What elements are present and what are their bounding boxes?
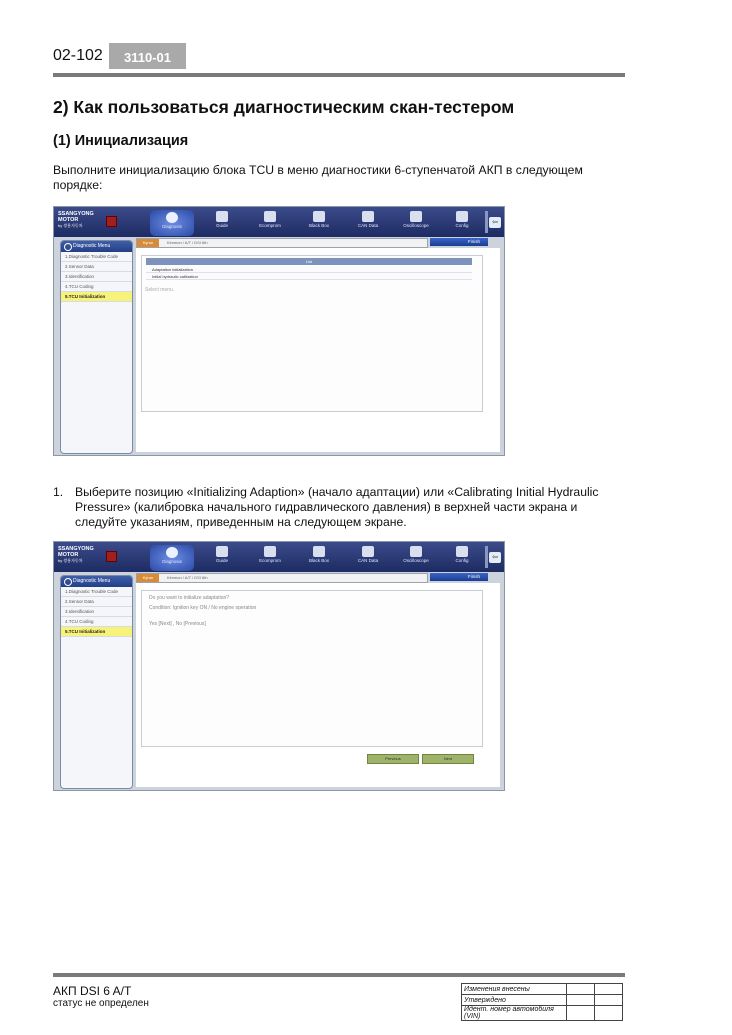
stethoscope-icon [166,547,178,558]
diagnostic-menu-header: Diagnostic Menu [61,576,132,587]
menu-item-identification[interactable]: 3.Identification [61,607,132,617]
diamond-icon [216,211,228,222]
scan-tool-screenshot-confirm [53,541,505,791]
nav-guide[interactable]: Guide [200,209,244,235]
brand-badge-icon [106,551,117,562]
diagnostic-menu-panel [60,240,133,454]
list-header: List [146,258,472,265]
nav-oscilloscope[interactable]: Oscilloscope [394,544,438,570]
app-toolbar [54,542,504,572]
revision-approved-label: Утверждено [462,995,567,1006]
menu-item-dtc[interactable]: 1.Diagnostic Trouble Code [61,587,132,597]
menu-item-tcu-coding[interactable]: 4.TCU Coding [61,617,132,627]
toolbar-scroll-tab[interactable] [485,211,488,233]
brand-badge-icon [106,216,117,227]
stethoscope-icon [166,212,178,223]
vehicle-tag[interactable]: Kyron [137,239,159,247]
ssangyong-logo: SSANGYONG MOTOR by 쌍용자동차 [58,211,94,228]
next-button[interactable]: Next [422,754,474,764]
page-subheading: (1) Инициализация [53,133,189,149]
nav-config[interactable]: Config [440,544,484,570]
page-number: 02-102 [53,47,103,64]
diamond-icon [216,546,228,557]
scan-tool-screenshot-list [53,206,505,456]
vehicle-path: Kimmon / A/T / DSI 6th [167,240,208,245]
answer-hint: Yes [Next] , No [Previous] [149,621,206,627]
finish-button[interactable]: Finish [430,238,488,246]
oscilloscope-icon [410,546,422,557]
footer-rule [53,973,625,977]
config-icon [456,546,468,557]
menu-item-tcu-initialization[interactable]: 5.TCU Initialization [61,627,132,637]
page-heading: 2) Как пользоваться диагностическим скан-тестером [53,97,515,117]
nav-black-box[interactable]: Black Box [297,544,341,570]
list-item-hydraulic[interactable]: Initial hydraulic calibration [146,273,472,280]
nav-diagnosis[interactable]: Diagnosis [150,545,194,571]
nav-can-data[interactable]: CAN Data [346,209,390,235]
vehicle-path-bar [136,573,428,583]
nav-can-data[interactable]: CAN Data [346,544,390,570]
select-menu-hint: Select menu. [145,287,175,293]
nav-black-box[interactable]: Black Box [297,209,341,235]
menu-circle-icon [64,243,72,251]
nav-ecomprom[interactable]: Ecomprom [248,544,292,570]
list-item-adaptation[interactable]: Adaptation initialization [146,266,472,273]
exit-icon[interactable]: ⇦ [489,552,501,563]
ssangyong-logo: SSANGYONG MOTOR by 쌍용자동차 [58,546,94,563]
config-icon [456,211,468,222]
menu-circle-icon [64,578,72,586]
previous-button[interactable]: Previous [367,754,419,764]
menu-item-sensor-data[interactable]: 2.Sensor Data [61,597,132,607]
oscilloscope-icon [410,211,422,222]
finish-button[interactable]: Finish [430,573,488,581]
revision-vin-label: Идент. номер автомобиля (VIN) [462,1006,567,1021]
header-rule [53,73,625,77]
question-text: Do you want to initialize adaptation? [149,595,230,601]
footer-title: АКП DSI 6 A/T [53,984,132,998]
step-number: 1. [53,485,64,499]
nav-ecomprom[interactable]: Ecomprom [248,209,292,235]
menu-item-tcu-initialization[interactable]: 5.TCU Initialization [61,292,132,302]
monitor-icon [264,211,276,222]
section-code-badge: 3110-01 [109,43,186,69]
blackbox-icon [313,211,325,222]
diagnostic-menu-panel [60,575,133,789]
menu-item-sensor-data[interactable]: 2.Sensor Data [61,262,132,272]
nav-diagnosis[interactable]: Diagnosis [150,210,194,236]
blackbox-icon [313,546,325,557]
nav-config[interactable]: Config [440,209,484,235]
app-toolbar [54,207,504,237]
menu-item-dtc[interactable]: 1.Diagnostic Trouble Code [61,252,132,262]
toolbar-scroll-tab[interactable] [485,546,488,568]
vehicle-tag[interactable]: Kyron [137,574,159,582]
footer-status: статус не определен [53,998,149,1009]
menu-item-identification[interactable]: 3.Identification [61,272,132,282]
revision-table [461,983,623,1021]
revision-changes-label: Изменения внесены [462,984,567,995]
network-icon [362,546,374,557]
monitor-icon [264,546,276,557]
network-icon [362,211,374,222]
step-text: Выберите позицию «Initializing Adaption» (начало адаптации) или «Calibrating Initial Hydraulic Pressure» (калибровка начального гидравлического давления) в верхней части экрана и следуйте указаниям, приведенным на следующем экране. [75,485,599,529]
nav-guide[interactable]: Guide [200,544,244,570]
nav-oscilloscope[interactable]: Oscilloscope [394,209,438,235]
menu-item-tcu-coding[interactable]: 4.TCU Coding [61,282,132,292]
intro-paragraph: Выполните инициализацию блока TCU в меню диагностики 6-ступенчатой АКП в следующем порядке: [53,163,583,192]
vehicle-path-bar [136,238,428,248]
vehicle-path: Kimmon / A/T / DSI 6th [167,575,208,580]
message-frame [141,590,483,747]
diagnostic-menu-header: Diagnostic Menu [61,241,132,252]
exit-icon[interactable]: ⇦ [489,217,501,228]
condition-text: Condition: Ignition key ON / No engine operation [149,605,257,611]
